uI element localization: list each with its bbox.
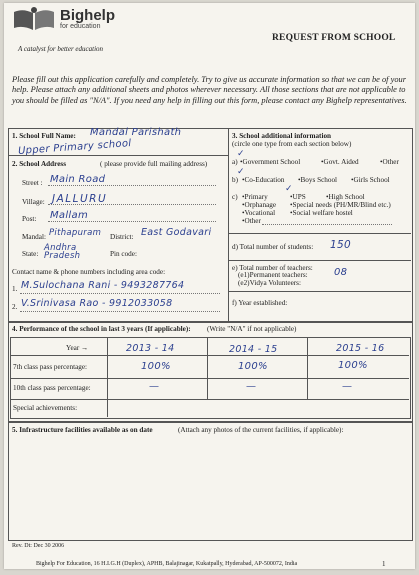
option-boys-school[interactable]: •Boys School [298, 176, 338, 184]
year-2014-15: 2014 - 15 [229, 344, 278, 355]
total-students-label: d) Total number of students: [232, 243, 314, 251]
option-high-school[interactable]: •High School [326, 193, 365, 201]
check-mark-icon: ✓ [237, 166, 245, 176]
street-field[interactable]: Main Road [50, 174, 106, 185]
option-other-c[interactable]: •Other [242, 217, 261, 225]
district-label: District: [110, 233, 134, 241]
option-social-welfare-hostel[interactable]: •Social welfare hostel [290, 209, 353, 217]
state-label: State: [22, 250, 39, 258]
contact-2-number: 2. [12, 303, 18, 311]
row-b-prefix: b) [232, 176, 238, 184]
post-field[interactable]: Mallam [50, 210, 88, 221]
total-students-field[interactable]: 150 [330, 239, 351, 251]
option-government-school[interactable]: •Government School [240, 158, 301, 166]
school-name-value[interactable]: Mandal Parishath [90, 127, 182, 138]
total-teachers-label: e) Total number of teachers: [232, 264, 313, 272]
special-achievements-label: Special achievements: [13, 404, 78, 412]
infrastructure-label: 5. Infrastructure facilities available as on date [12, 426, 153, 434]
contact-label: Contact name & phone numbers including area code: [12, 268, 166, 276]
school-address-label: 2. School Address [12, 160, 66, 168]
street-label: Street : [22, 179, 43, 187]
class7-2015-16[interactable]: 100% [338, 360, 368, 371]
permanent-teachers-field[interactable]: 08 [334, 267, 348, 278]
contact-1-number: 1. [12, 285, 18, 293]
post-label: Post: [22, 215, 37, 223]
footer-address: Bighelp For Education, 16 H.I.G.H (Duplex), APHB, Balajinagar, Kukatpally, Hyderabad, AP-500072, India [36, 561, 298, 567]
school-name-value-2[interactable]: Upper Primary school [17, 138, 132, 157]
additional-info-label: 3. School additional information [232, 132, 332, 140]
additional-info-hint: (circle one type from each section below) [232, 140, 352, 148]
class10-2014-15[interactable]: — [246, 381, 257, 392]
mandal-field[interactable]: Pithapuram [49, 228, 102, 238]
revision-date: Rev. Dt: Dec 30 2006 [12, 543, 65, 549]
option-primary[interactable]: •Primary [242, 193, 268, 201]
class7-2013-14[interactable]: 100% [141, 361, 171, 372]
option-ups[interactable]: •UPS [290, 193, 306, 201]
brand-subtitle: for education [60, 23, 101, 30]
year-2015-16: 2015 - 16 [336, 343, 385, 354]
contact-2-field[interactable]: V.Srinivasa Rao - 9912033058 [21, 298, 173, 309]
brand-tagline: A catalyst for better education [18, 45, 104, 53]
mandal-label: Mandal: [22, 233, 46, 241]
class10-2015-16[interactable]: — [342, 381, 353, 392]
option-vocational[interactable]: •Vocational [242, 209, 276, 217]
check-mark-icon: ✓ [285, 183, 293, 193]
option-orphanage[interactable]: •Orphanage [242, 201, 277, 209]
class7-2014-15[interactable]: 100% [238, 361, 268, 372]
option-special-needs[interactable]: •Special needs (PH/MR/Blind etc.) [290, 201, 391, 209]
book-logo-icon [12, 6, 56, 32]
infrastructure-hint: (Attach any photos of the current facilities, if applicable): [178, 426, 344, 434]
year-label: Year → [66, 344, 89, 352]
permanent-teachers-label: (e1)Permanent teachers: [238, 271, 308, 279]
brand-name: Bighelp [60, 7, 115, 24]
year-2013-14: 2013 - 14 [126, 343, 175, 354]
state-field[interactable]: Andhra Pradesh [44, 243, 81, 261]
option-co-education[interactable]: •Co-Education [242, 176, 285, 184]
class10-pass-label: 10th class pass percentage: [13, 384, 91, 392]
class7-pass-label: 7th class pass percentage: [13, 363, 88, 371]
form-title: REQUEST FROM SCHOOL [272, 33, 396, 43]
page-number: 1 [382, 560, 386, 568]
row-c-prefix: c) [232, 193, 238, 201]
row-a-prefix: a) [232, 158, 238, 166]
contact-1-field[interactable]: M.Sulochana Rani - 9493287764 [21, 280, 185, 291]
village-label: Village: [22, 198, 45, 206]
form-page [4, 3, 415, 569]
performance-label: 4. Performance of the school in last 3 years (If applicable): [12, 325, 191, 333]
vidya-volunteers-label: (e2)Vidya Volunteers: [238, 279, 301, 287]
class10-2013-14[interactable]: — [149, 381, 160, 392]
infrastructure-section [8, 421, 413, 541]
performance-hint: (Write "N/A" if not applicable) [207, 325, 297, 333]
school-address-hint: ( please provide full mailing address) [100, 160, 208, 168]
option-other-a[interactable]: •Other [380, 158, 399, 166]
district-field[interactable]: East Godavari [141, 227, 212, 238]
school-name-label: 1. School Full Name: [12, 132, 76, 140]
village-field[interactable]: JALLURU [52, 193, 108, 205]
option-girls-school[interactable]: •Girls School [351, 176, 390, 184]
intro-paragraph: Please fill out this application carefully and completely. Try to give us accurate information so that we can be of your help. Please attach any additional sheets and photos wherever necessary. All those sections that are not applicable to you should be filled as "N/A". If you need any help in filling out this form, please contact any Bighelp representatives. [12, 75, 407, 105]
option-govt-aided[interactable]: •Govt. Aided [321, 158, 359, 166]
year-established-label: f) Year established: [232, 299, 288, 307]
check-mark-icon: ✓ [237, 148, 245, 158]
pin-code-label: Pin code: [110, 250, 137, 258]
